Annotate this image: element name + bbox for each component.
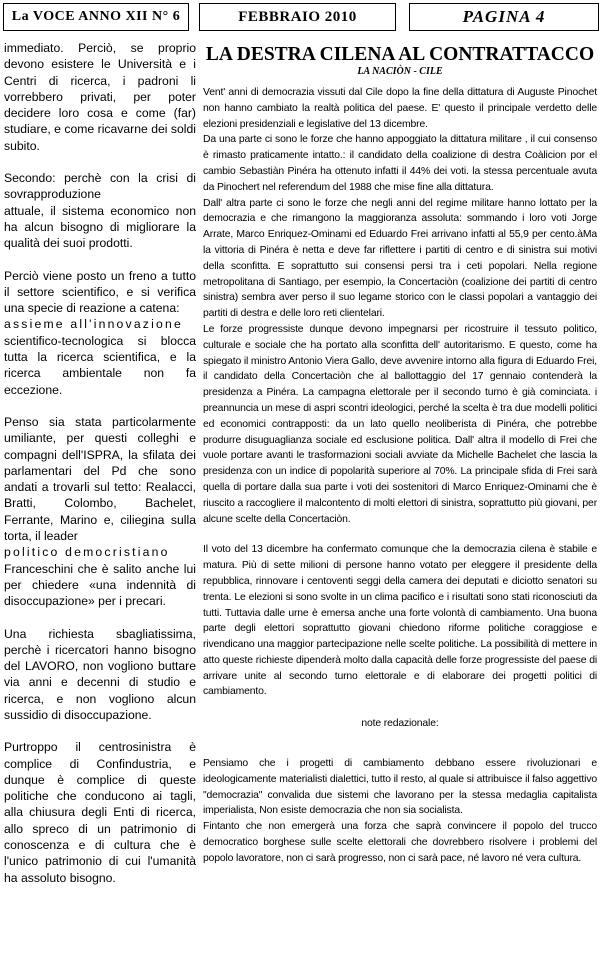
left-paragraph-5: Una richiesta sbagliatissima, perchè i ricercatori hanno bisogno del LAVORO, non vogliono buttare via anni e decenni di studio e ricerca, e non vogliono alcun sussidio di disoccupazione. <box>4 626 196 722</box>
article-subtitle: LA NACIÒN - CILE <box>357 66 443 77</box>
left-paragraph-4b: politico democristiano <box>4 545 170 560</box>
article-paragraph-4: Le forze progressiste dunque devono impegnarsi per ricostruire il tessuto politico, culturale e sociale che ha portato alla sconfitta dell' autoritarismo. E questo, come ha spiegato il ministro Antonio Viera Gallo, deve avvenire intorno alla figura di Eduardo Frei, il candidato della Concertaciòn che al ballottaggio del 17 gennaio contenderà la presidenza a Pinéra. La campagna elettorale per il secondo turno è già cominciata. i preannuncia un mese di aspri scontri ideologici, perché la scelta è tra due modelli politici ed economici contrapposti: da un lato quello neoliberista di Pinéra, che potrebbe produrre disuguaglianza sociale ed esclusione politica. Dall' altra il modello di Frei che vuole portare avanti le trasformazioni sociali avviate da Michelle Bachelet che lascia la presidenza con un indice di popolarità superiore al 70%. La principale sfida di Frei sarà quella di portare dalla sua parte i voti dei sostenitori di Marco Enriquez-Ominami che è riuscito a raccogliere il malcontento di molti elettori di sinistra, soprattutto più giovani, per alcune scelte della Concertaciòn. <box>203 323 597 525</box>
article-paragraph-5: Il voto del 13 dicembre ha confermato comunque che la democrazia cilena è stabile e matura. Più di sette milioni di persone hanno votato per eleggere il presidente della repubblica, rinnovare i centoventi seggi della camera dei deputati e diciotto senatori su trenta. Le elezioni si sono svolte in un clima pacifico e i risultati sono stati riconosciuti da tutti. Tuttavia dalle urne è emersa anche una forte volontà di cambiamento. Una buona parte degli elettori soprattutto giovani chiedono riforme politiche coraggiose e rivendicano una maggior partecipazione nelle scelte politiche. La possibilità di mettere in atto queste richieste dipenderà molto dalla capacità delle forze progressiste del paese di arrivare unite al secondo turno elettorale e di elaborare dei progetti politici di cambiamento. <box>203 544 597 698</box>
left-paragraph-3c: scientifico-tecnologica si blocca tutta la ricerca scientifica, e la ricerca ambientale non fa eccezione. <box>4 333 196 397</box>
left-paragraph-3 <box>4 268 196 398</box>
left-paragraph-4c: Franceschini che è salito anche lui per chiedere «una indennità di disoccupazione» per i precari. <box>4 561 196 609</box>
left-paragraph-1: immediato. Perciò, se proprio devono esistere le Università e i Centri di ricerca, i padroni li vorrebbero privati, per poter decidere loro cosa e come (far) studiare, e come ricavarne dei soldi subito. <box>4 41 196 153</box>
editorial-note-paragraph-1: Pensiamo che i progetti di cambiamento debbano essere rivoluzionari e ideologicamente materialisti dialettici, tutto il resto, al quale si attribuisce il falso aggettivo "democrazia" convalida due sistemi che lavorano per la stessa medaglia capitalista imperialista, Non esiste democrazia che non sia socialista. <box>203 758 597 817</box>
left-paragraph-3b: assieme all'innovazione <box>4 317 183 332</box>
issue-label: La VOCE ANNO XII N° 6 <box>11 9 181 24</box>
left-paragraph-2a: Secondo: perchè con la crisi di sovrapproduzione <box>4 171 196 202</box>
left-paragraph-3a: Perciò viene posto un freno a tutto il settore scientifico, e si verifica una specie di reazione a catena: <box>4 268 196 316</box>
page-label: PAGINA 4 <box>462 7 546 26</box>
article-title: LA DESTRA CILENA AL CONTRATTACCO <box>205 44 595 65</box>
editorial-note-label: note redazionale: <box>361 718 439 730</box>
article-paragraph-2: Da una parte ci sono le forze che hanno appoggiato la dittatura militare , il cui consenso è rimasto praticamente intatto.: il candidato della coalizione di destra Coàlicion por el cambio Sebastiàn Pinéra ha ottenuto infatti il 44% dei voti. la stessa percentuale avuta da Pinochert nel referendum del 1988 che mise fine alla dittatura. <box>203 134 597 193</box>
left-paragraph-4 <box>4 414 196 610</box>
date-label: FEBBRAIO 2010 <box>238 8 357 25</box>
left-paragraph-2b: attuale, il sistema economico non ha alcun bisogno di migliorare la qualità dei suoi prodotti. <box>4 203 196 251</box>
article-paragraph-3: Dall' altra parte ci sono le forze che negli anni del regime militare hanno lottato per la democrazia e che rimangono la maggioranza assoluta: sommando i loro voti Jorge Arrate, Marco Enriquez-Ominami ed Eduardo Frei arrivano infatti al 55,9 per cento.àMa la vittoria di Pinéra è netta e deve far riflettere i partiti di centro e di sinistra sui motivi della sconfitta. E soprattutto sui consensi persi tra i ceti popolari. Nella regione metropolitana di Santiago, per esempio, la Concertaciòn (coalizione dei partiti di centro sinistra) sembra aver perso il suo legame storico con le classi popolari a vantaggio dei partiti di destra e delle loro reti clientelari. <box>203 197 597 320</box>
left-paragraph-2 <box>4 170 196 251</box>
page-header <box>409 3 599 31</box>
editorial-note-paragraph-2: Fintanto che non emergerà una forza che saprà convincere il popolo del trucco democratico borghese sulle scelte elettorali che dovrebbero risolvere i problemi del popolo lavoratore, non ci sarà progresso, non ci sarà pace, né lavoro né vera cultura. <box>203 821 597 864</box>
article-body <box>203 85 597 867</box>
article <box>203 40 597 867</box>
left-paragraph-6: Purtroppo il centrosinistra è complice di Confindustria, e dunque è complice di queste politiche che conducono ai tagli, alla chiusura degli Enti di ricerca, allo spreco di un patrimonio di conoscenza e di cultura che è l'unico patrimonio di cui l'umanità ha assoluto bisogno. <box>4 740 196 885</box>
left-paragraph-4a: Penso sia stata particolarmente umiliante, per questi colleghi e compagni dell'ISPRA, la sfilata dei parlamentari del Pd che sono andati a trovarli sul tetto: Realacci, Bratti, Colombo, Bachelet, Ferrante, Marino e, ciliegina sulla torta, il leader <box>4 414 196 544</box>
issue-header <box>3 3 189 31</box>
date-header <box>199 3 396 31</box>
article-paragraph-1: Vent' anni di democrazia vissuti dal Cile dopo la fine della dittatura di Auguste Pinochet non hanno cambiato la realtà politica del paese. E' questo il principale verdetto delle elezioni presidenziali e legislative del 13 dicembre. <box>203 87 597 130</box>
left-column <box>4 40 196 902</box>
